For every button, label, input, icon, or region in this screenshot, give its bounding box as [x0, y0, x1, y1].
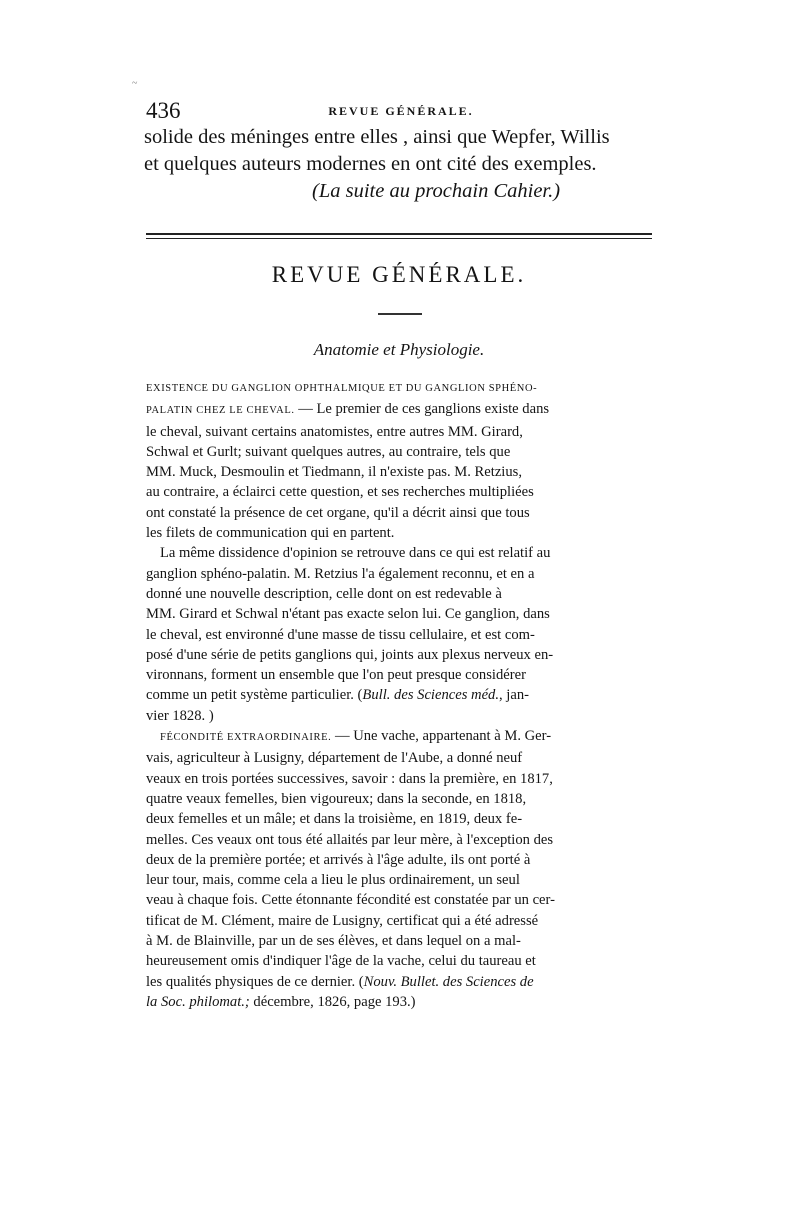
text-line — [146, 604, 652, 624]
text-line — [146, 645, 652, 665]
line-text: deux femelles et un mâle; et dans la troisième, en 1819, deux fe- — [146, 811, 523, 828]
text-line — [146, 726, 652, 748]
citation-tail: décembre, 1826, page 193.) — [249, 993, 416, 1010]
text-line — [146, 399, 652, 421]
text-line — [146, 665, 652, 685]
citation-tail: , jan- — [499, 687, 529, 704]
citation: Bull. des Sciences méd. — [362, 687, 499, 704]
line-text: veau à chaque fois. Cette étonnante fécondité est constatée par un cer- — [146, 892, 555, 909]
text-line — [146, 564, 652, 584]
text-line — [146, 503, 652, 523]
text-line — [146, 850, 652, 870]
text-line — [146, 543, 652, 563]
line-text: melles. Ces veaux ont tous été allaités par leur mère, à l'exception des — [146, 831, 554, 848]
text-line — [146, 584, 652, 604]
line-text: vironnans, forment un ensemble que l'on peut presque considérer — [146, 667, 526, 684]
section-subtitle: Anatomie et Physiologie. — [313, 340, 485, 359]
text-line — [146, 442, 652, 462]
line-text: le cheval, suivant certains anatomistes, entre autres MM. Girard, — [146, 423, 523, 440]
text-line — [146, 789, 652, 809]
text-line: solide des méninges entre elles , ainsi que Wepfer, Willis — [144, 126, 610, 148]
line-text: vais, agriculteur à Lusigny, département de l'Aube, a donné neuf — [146, 750, 523, 767]
text-line — [146, 931, 652, 951]
text-line — [146, 830, 652, 850]
line-text: les qualités physiques de ce dernier. ( — [146, 973, 364, 990]
text-line — [146, 523, 652, 543]
text-line — [146, 972, 652, 992]
text-line — [146, 377, 652, 399]
line-text: comme un petit système particulier. ( — [146, 687, 363, 704]
title-rule — [378, 313, 422, 315]
article-ganglion-ophthalmique — [146, 377, 652, 543]
line-text: vier 1828. ) — [146, 707, 214, 724]
text-line — [146, 809, 652, 829]
line-text: à M. de Blainville, par un de ses élèves, et dans lequel on a mal- — [146, 933, 521, 950]
stray-mark: ~ — [132, 78, 138, 89]
article-heading: EXISTENCE DU GANGLION OPHTHALMIQUE ET DU GANGLION SPHÉNO- — [146, 383, 538, 394]
continuation-note: (La suite au prochain Cahier.) — [312, 180, 561, 202]
text-line — [146, 422, 652, 442]
line-text: deux de la première portée; et arrivés à l'âge adulte, ils ont porté à — [146, 851, 531, 868]
continuation-text — [144, 124, 664, 205]
text-line: et quelques auteurs modernes en ont cité des exemples. — [144, 153, 597, 175]
line-text: veaux en trois portées successives, savoir : dans la première, en 1817, — [146, 770, 553, 787]
text-line — [146, 706, 652, 726]
line-text: leur tour, mais, comme cela a lieu le plus ordinairement, un seul — [146, 872, 520, 889]
body-text — [146, 377, 652, 1012]
text-line — [146, 769, 652, 789]
line-text: le cheval, est environné d'une masse de tissu cellulaire, et est com- — [146, 626, 535, 643]
double-rule-bottom — [146, 238, 652, 239]
line-text: heureusement omis d'indiquer l'âge de la vache, celui du taureau et — [146, 953, 536, 970]
line-text: MM. Muck, Desmoulin et Tiedmann, il n'existe pas. M. Retzius, — [146, 464, 522, 481]
citation: Nouv. Bullet. des Sciences de — [363, 973, 534, 990]
line-text: donné une nouvelle description, celle dont on est redevable à — [146, 585, 502, 602]
line-text: — Une vache, appartenant à M. Ger- — [331, 728, 552, 745]
line-text: MM. Girard et Schwal n'étant pas exacte selon lui. Ce ganglion, dans — [146, 606, 550, 623]
page-header — [146, 98, 656, 122]
article-heading: FÉCONDITÉ EXTRAORDINAIRE. — [160, 732, 332, 744]
text-line — [146, 462, 652, 482]
line-text: — Le premier de ces ganglions existe dans — [294, 401, 550, 418]
section-title: REVUE GÉNÉRALE. — [271, 262, 527, 287]
line-text: tificat de M. Clément, maire de Lusigny, certificat qui a été adressé — [146, 912, 539, 929]
text-line — [146, 992, 652, 1012]
line-text: au contraire, a éclairci cette question, et ses recherches multipliées — [146, 484, 534, 501]
line-text: posé d'une série de petits ganglions qui, joints aux plexus nerveux en- — [146, 646, 554, 663]
text-line — [146, 625, 652, 645]
article-fecondite — [146, 726, 652, 1012]
text-line — [146, 911, 652, 931]
line-text: quatre veaux femelles, bien vigoureux; dans la seconde, en 1818, — [146, 790, 527, 807]
text-line — [146, 748, 652, 768]
article-ganglion-spheno-palatin — [146, 543, 652, 726]
line-text: La même dissidence d'opinion se retrouve dans ce qui est relatif au — [160, 545, 551, 562]
text-line — [146, 951, 652, 971]
text-line — [146, 890, 652, 910]
line-text: ganglion sphéno-palatin. M. Retzius l'a également reconnu, et en a — [146, 565, 535, 582]
article-heading: PALATIN CHEZ LE CHEVAL. — [146, 405, 295, 417]
line-text: ont constaté la présence de cet organe, qu'il a décrit ainsi que tous — [146, 504, 530, 521]
line-text: les filets de communication qui en partent. — [146, 525, 395, 542]
citation: la Soc. philomat.; — [146, 993, 250, 1010]
double-rule-top — [146, 233, 652, 235]
text-line — [146, 685, 652, 705]
text-line — [146, 870, 652, 890]
line-text: Schwal et Gurlt; suivant quelques autres, au contraire, tels que — [146, 443, 511, 460]
page-number: 436 — [146, 98, 181, 123]
running-head: REVUE GÉNÉRALE. — [328, 104, 474, 118]
text-line — [146, 482, 652, 502]
